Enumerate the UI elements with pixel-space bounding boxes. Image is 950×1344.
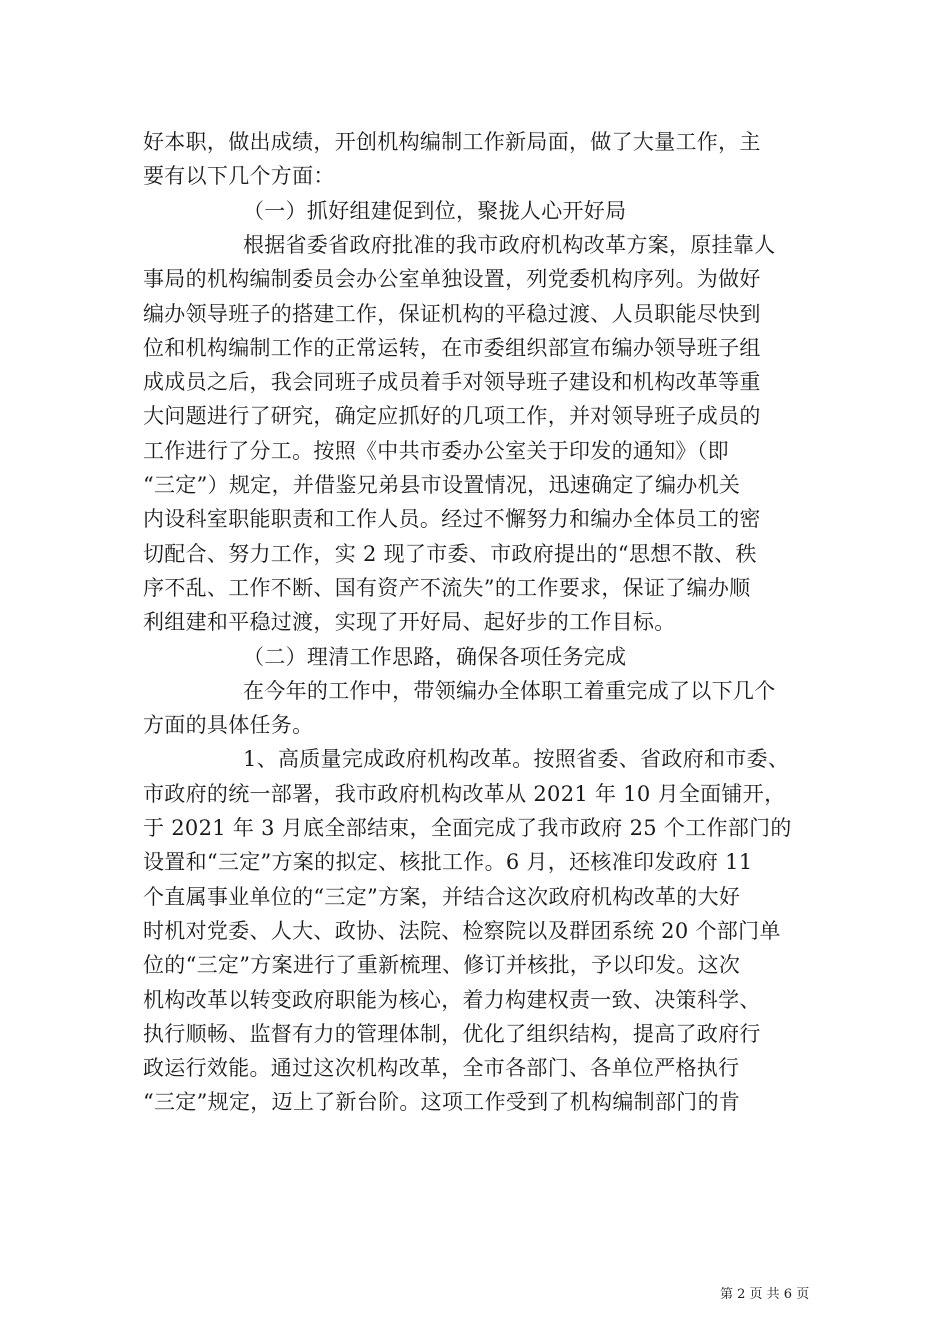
- text-line: 内设科室职能职责和工作人员。经过不懈努力和编办全体员工的密: [143, 507, 761, 532]
- text-line: 1、高质量完成政府机构改革。按照省委、省政府和市委、: [243, 747, 790, 772]
- text-line: 利组建和平稳过渡，实现了开好局、起好步的工作目标。: [143, 610, 676, 635]
- text-line: 工作进行了分工。按照《中共市委办公室关于印发的通知》（即: [143, 438, 729, 463]
- text-line: 编办领导班子的搭建工作，保证机构的平稳过渡、人员职能尽快到: [143, 301, 761, 326]
- text-line: 设置和“三定”方案的拟定、核批工作。6 月，还核准印发政府 11: [143, 850, 753, 875]
- text-line: 执行顺畅、监督有力的管理体制，优化了组织结构，提高了政府行: [143, 1021, 761, 1046]
- text-line: 成成员之后，我会同班子成员着手对领导班子建设和机构改革等重: [143, 370, 761, 395]
- text-line: （一）抓好组建促到位，聚拢人心开好局: [243, 198, 627, 223]
- text-line: 序不乱、工作不断、国有资产不流失”的工作要求，保证了编办顺: [143, 575, 751, 600]
- text-line: 于 2021 年 3 月底全部结束，全面完成了我市政府 25 个工作部门的: [143, 816, 792, 840]
- text-line: 根据省委省政府批准的我市政府机构改革方案，原挂靠人: [243, 232, 776, 257]
- text-line: “三定”）规定，并借鉴兄弟县市设置情况，迅速确定了编办机关: [143, 473, 741, 497]
- text-line: 大问题进行了研究，确定应抓好的几项工作，并对领导班子成员的: [143, 404, 761, 429]
- text-line: 位的“三定”方案进行了重新梳理、修订并核批，予以印发。这次: [143, 953, 741, 978]
- text-line: 事局的机构编制委员会办公室单独设置，列党委机构序列。为做好: [143, 267, 761, 292]
- text-line: 位和机构编制工作的正常运转，在市委组织部宣布编办领导班子组: [143, 335, 761, 360]
- text-line: “三定”规定，迈上了新台阶。这项工作受到了机构编制部门的肯: [143, 1090, 741, 1115]
- text-line: （二）理清工作思路，确保各项任务完成: [243, 644, 627, 669]
- text-line: 好本职，做出成绩，开创机构编制工作新局面，做了大量工作，主: [143, 130, 761, 154]
- text-line: 要有以下几个方面：: [143, 164, 335, 189]
- text-line: 在今年的工作中，带领编办全体职工着重完成了以下几个: [243, 678, 776, 703]
- text-line: 个直属事业单位的“三定”方案，并结合这次政府机构改革的大好: [143, 884, 741, 909]
- text-line: 方面的具体任务。: [143, 713, 314, 738]
- text-line: 机构改革以转变政府职能为核心，着力构建权责一致、决策科学、: [143, 987, 761, 1012]
- page-number-footer: 第 2 页 共 6 页: [720, 1287, 810, 1302]
- text-line: 时机对党委、人大、政协、法院、检察院以及群团系统 20 个部门单: [143, 918, 781, 943]
- text-line: 市政府的统一部署，我市政府机构改革从 2021 年 10 月全面铺开，: [143, 781, 786, 806]
- text-line: 政运行效能。通过这次机构改革，全市各部门、各单位严格执行: [143, 1056, 740, 1081]
- text-line: 切配合、努力工作，实 2 现了市委、市政府提出的“思想不散、秩: [143, 541, 757, 566]
